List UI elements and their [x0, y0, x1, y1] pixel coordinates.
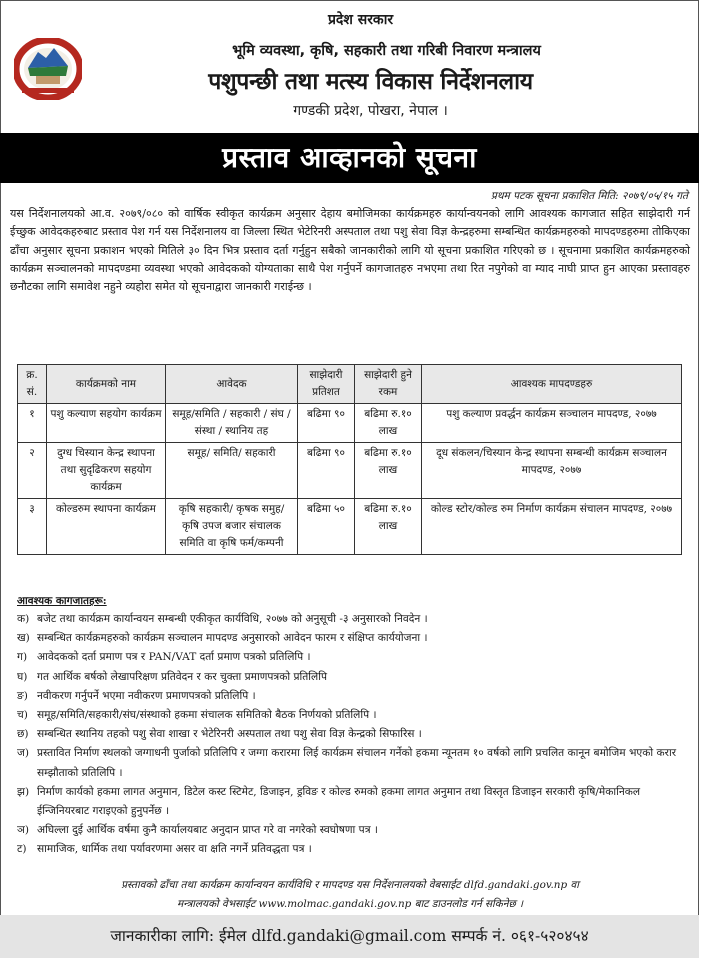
cell-criteria: दूध संकलन/चिस्यान केन्द्र स्थापना सम्बन्धी कार्यक्रम सञ्चालन मापदण्ड, २०७७ [422, 443, 682, 499]
item-key: ज) [17, 747, 29, 760]
col-criteria: आवश्यक मापदण्डहरु [422, 365, 682, 404]
item-key: ञ) [17, 824, 29, 837]
cell-share-amount: बढिमा रु.१० लाख [355, 499, 422, 555]
item-text: आवेदकको दर्ता प्रमाण पत्र र PAN/VAT दर्ता प्रमाण पत्रको प्रतिलिपि । [37, 651, 311, 664]
government-name: प्रदेश सरकार [327, 12, 394, 28]
item-key: ग) [17, 651, 28, 664]
directorate-name: पशुपन्छी तथा मत्स्य विकास निर्देशनलाय [208, 69, 533, 95]
col-program-name: कार्यक्रमको नाम [47, 365, 166, 404]
item-text: अघिल्ला दुई आर्थिक वर्षमा कुनै कार्यालयबाट अनुदान प्राप्त गरे वा नगरेको स्वघोषणा पत्र । [37, 824, 378, 837]
document-item [17, 610, 692, 629]
item-key: ट) [17, 843, 27, 856]
contact-phone: ०६१-५२०४५४ [510, 927, 589, 945]
item-key: छ) [17, 728, 29, 741]
document-item [17, 629, 692, 648]
col-share-percent: साझेदारी प्रतिशत [298, 365, 355, 404]
item-text: नवीकरण गर्नुपर्ने भएमा नवीकरण प्रमाणपत्रको प्रतिलिपि । [37, 689, 256, 702]
col-serial: क्र. सं. [18, 365, 47, 404]
item-text: सामाजिक, धार्मिक तथा पर्यावरणमा असर वा क्षति नगर्ने प्रतिवद्धता पत्र । [37, 843, 312, 856]
col-share-amount: साझेदारी हुने रकम [355, 365, 422, 404]
item-text: प्रस्तावित निर्माण स्थलको जग्गाधनी पुर्जाको प्रतिलिपि र जग्गा करारमा लिई कार्यक्रम संचालन गर्नेको हकमा न्यूनतम १० वर्षको लागि प्रचलित कानून बमोजिम भएको करार सम्झौताको प्रतिलिपि । [37, 747, 677, 779]
cell-share-amount: बढिमा रु.१० लाख [355, 404, 422, 443]
cell-criteria: कोल्ड स्टोर/कोल्ड रुम निर्माण कार्यक्रम संचालन मापदण्ड, २०७७ [422, 499, 682, 555]
contact-footer [0, 915, 699, 958]
table-row [18, 404, 682, 443]
letterhead [0, 0, 699, 132]
contact-email[interactable]: dlfd.gandaki@gmail.com [251, 927, 447, 945]
documents-heading: आवश्यक कागजातहरू: [17, 595, 107, 607]
cell-share-percent: बढिमा ५० [298, 499, 355, 555]
document-item [17, 668, 692, 687]
cell-serial: ३ [18, 499, 47, 555]
document-item [17, 648, 692, 667]
document-item [17, 840, 692, 859]
item-key: झ) [17, 785, 30, 798]
document-item [17, 706, 692, 725]
cell-criteria: पशु कल्याण प्रवर्द्धन कार्यक्रम सञ्चालन मापदण्ड, २०७७ [422, 404, 682, 443]
notice-title-banner: प्रस्ताव आव्हानको सूचना [0, 133, 699, 183]
program-table [17, 364, 682, 555]
cell-program-name: दुग्ध चिस्यान केन्द्र स्थापना तथा सुदृढिकरण सहयोग कार्यक्रम [47, 443, 166, 499]
phone-label: सम्पर्क नं. [451, 927, 506, 945]
item-text: सम्बन्धित स्थानिय तहको पशु सेवा शाखा र भेटेरिनरी अस्पताल तथा पशु सेवा विज्ञ केन्द्रको सिफारिस । [37, 728, 422, 741]
required-documents [17, 593, 692, 860]
document-item [17, 821, 692, 840]
cell-applicant: समूह/समिति / सहकारी / संघ /संस्था / स्थानिय तह [166, 404, 298, 443]
note-line-2: मन्त्रालयको वेभसाईट www.molmac.gandaki.gov.np बाट डाउनलोड गर्न सकिनेछ । [176, 898, 524, 910]
publish-date: प्रथम पटक सूचना प्रकाशित मिति: २०७९/०५/१५ गते [490, 190, 688, 202]
document-item [17, 783, 692, 821]
cell-program-name: पशु कल्याण सहयोग कार्यक्रम [47, 404, 166, 443]
item-key: ङ) [17, 689, 28, 702]
item-key: च) [17, 709, 28, 722]
table-row [18, 499, 682, 555]
item-text: समूह/समिति/सहकारी/संघ/संस्थाको हकमा संचालक समितिको बैठक निर्णयको प्रतिलिपि । [37, 709, 377, 722]
cell-serial: १ [18, 404, 47, 443]
item-text: गत आर्थिक बर्षको लेखापरिक्षण प्रतिवेदन र कर चुक्ता प्रमाणपत्रको प्रतिलिपि [37, 670, 327, 683]
cell-applicant: समूह/ समिति/ सहकारी [166, 443, 298, 499]
intro-paragraph: यस निर्देशनालयको आ.व. २०७९/०८० को वार्षिक स्वीकृत कार्यक्रम अनुसार देहाय बमोजिमका कार्यक्रमहरु कार्यान्वयनको लागि आवश्यक कागजात सहित साझेदारी गर्न ईच्छुक आवेदकहरुबाट प्रस्ताव पेश गर्न यस निर्देशनालय वा जिल्ला स्थित भेटेरिनरी अस्पताल तथा पशु सेवा विज्ञ केन्द्रहरुमा सम्बन्धित कार्यक्रमहरुको मापदण्डहरुमा तोकिएका ढाँचा अनुसार सूचना प्रकाशन भएको मितिले ३० दिन भित्र प्रस्ताव दर्ता गर्नुहुन सबैको जानकारीको लागि यो सूचना प्रकाशित गरिएको छ । सूचनामा प्रकाशित कार्यक्रमहरुको कार्यक्रम सञ्चालनको मापदण्डमा व्यवस्था भएको आवेदकको योग्यताका साथै पेश गर्नुपर्ने कागजातहरु नभएमा तथा रित नपुगेको वा म्याद नाघी प्राप्त हुन आएका प्रस्तावहरु छनौटका लागि समावेश नहुने व्यहोरा समेत यो सूचनाद्वारा जानकारी गराईन्छ । [10, 207, 690, 294]
cell-applicant: कृषि सहकारी/ कृषक समुह/ कृषि उपज बजार संचालक समिति वा कृषि फर्म/कम्पनी [166, 499, 298, 555]
table-header-row [18, 365, 682, 404]
address: गण्डकी प्रदेश, पोखरा, नेपाल । [293, 103, 448, 119]
item-text: बजेट तथा कार्यक्रम कार्यान्वयन सम्बन्धी एकीकृत कार्यविधि, २०७७ को अनुसूची -३ अनुसारको निवदेन । [37, 613, 428, 625]
item-text: सम्बन्धित कार्यक्रमहरुको कार्यक्रम सञ्चालन मापदण्ड अनुसारको आवेदन फारम र संक्षिप्त कार्ययोजना । [37, 632, 428, 645]
document-item [17, 725, 692, 744]
cell-program-name: कोल्डरुम स्थापना कार्यक्रम [47, 499, 166, 555]
item-key: घ) [17, 670, 28, 683]
item-key: क) [17, 613, 30, 625]
ministry-name: भूमि व्यवस्था, कृषि, सहकारी तथा गरिबी निवारण मन्त्रालय [232, 43, 541, 59]
item-text: निर्माण कार्यको हकमा लागत अनुमान, डिटेल कस्ट स्टिमेट, डिजाइन, ड्रविङ र कोल्ड रुमको हकमा लागत अनुमान तथा विस्तृत डिजाइन सरकारी कृषि/मेकानिकल ईन्जिनियरबाट गराइएको हुनुपर्नेछ । [37, 785, 641, 818]
table-row [18, 443, 682, 499]
cell-share-amount: बढिमा रु.१० लाख [355, 443, 422, 499]
cell-serial: २ [18, 443, 47, 499]
download-note [10, 876, 690, 914]
document-item [17, 744, 692, 782]
contact-label: जानकारीका लागि: ईमेल [110, 927, 247, 945]
note-line-1: प्रस्तावको ढाँचा तथा कार्यक्रम कार्यान्वयन कार्यविधि र मापदण्ड यस निर्देशनालयको वेबसाईट dlfd.gandaki.gov.np वा [121, 879, 579, 891]
item-key: ख) [17, 632, 30, 645]
cell-share-percent: बढिमा ९० [298, 404, 355, 443]
cell-share-percent: बढिमा ९० [298, 443, 355, 499]
notice-body [10, 187, 690, 296]
document-item [17, 687, 692, 706]
col-applicant: आवेदक [166, 365, 298, 404]
